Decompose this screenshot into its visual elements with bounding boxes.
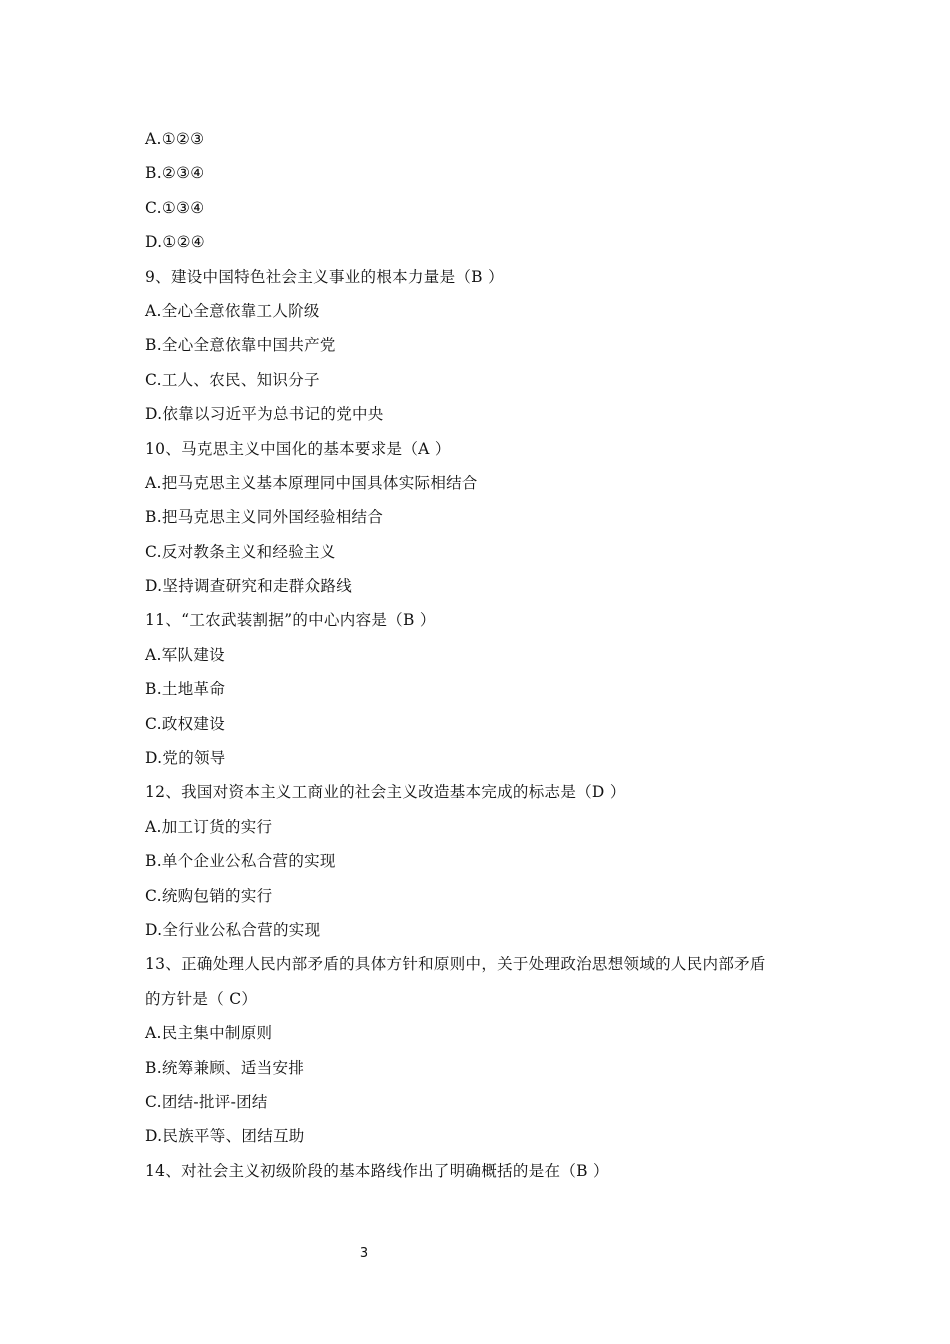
option-line: D.①②④ [145, 233, 205, 252]
question-line: 9、建设中国特色社会主义事业的根本力量是（B ） [145, 267, 504, 286]
option-line: A.民主集中制原则 [145, 1024, 273, 1043]
option-line: B.②③④ [145, 164, 205, 183]
option-line: B.单个企业公私合营的实现 [145, 852, 336, 871]
question-line: 14、对社会主义初级阶段的基本路线作出了明确概括的是在（B ） [145, 1161, 609, 1180]
question-list [145, 124, 845, 1190]
option-line: B.统筹兼顾、适当安排 [145, 1058, 305, 1077]
option-line: C.政权建设 [145, 714, 226, 733]
option-line: D.坚持调查研究和走群众路线 [145, 577, 353, 596]
option-line: A.加工订货的实行 [145, 817, 273, 836]
option-line: D.依靠以习近平为总书记的党中央 [145, 405, 384, 424]
option-line: B.把马克思主义同外国经验相结合 [145, 508, 384, 527]
option-line: D.民族平等、团结互助 [145, 1127, 305, 1146]
question-line: 13、正确处理人民内部矛盾的具体方针和原则中，关于处理政治思想领域的人民内部矛盾 [145, 955, 766, 974]
option-line: D.党的领导 [145, 749, 226, 768]
page-number: 3 [359, 1246, 369, 1261]
option-line: A.全心全意依靠工人阶级 [145, 301, 320, 320]
option-line: B.全心全意依靠中国共产党 [145, 336, 336, 355]
option-line: C.工人、农民、知识分子 [145, 370, 320, 389]
option-line: C.①③④ [145, 198, 205, 217]
option-line: C.团结-批评-团结 [145, 1092, 268, 1111]
question-line: 10、马克思主义中国化的基本要求是（A ） [145, 439, 451, 458]
option-line: A.①②③ [145, 130, 205, 148]
question-line: 12、我国对资本主义工商业的社会主义改造基本完成的标志是（D ） [145, 783, 626, 802]
question-line: 11、“工农武装割据”的中心内容是（B ） [145, 611, 436, 630]
option-line: D.全行业公私合营的实现 [145, 920, 321, 939]
option-line: A.军队建设 [145, 645, 225, 664]
option-line: A.把马克思主义基本原理同中国具体实际相结合 [145, 473, 478, 492]
question-line-continued: 的方针是（ C） [145, 989, 258, 1008]
option-line: C.统购包销的实行 [145, 886, 273, 905]
option-line: B.土地革命 [145, 680, 226, 699]
option-line: C.反对教条主义和经验主义 [145, 542, 336, 561]
